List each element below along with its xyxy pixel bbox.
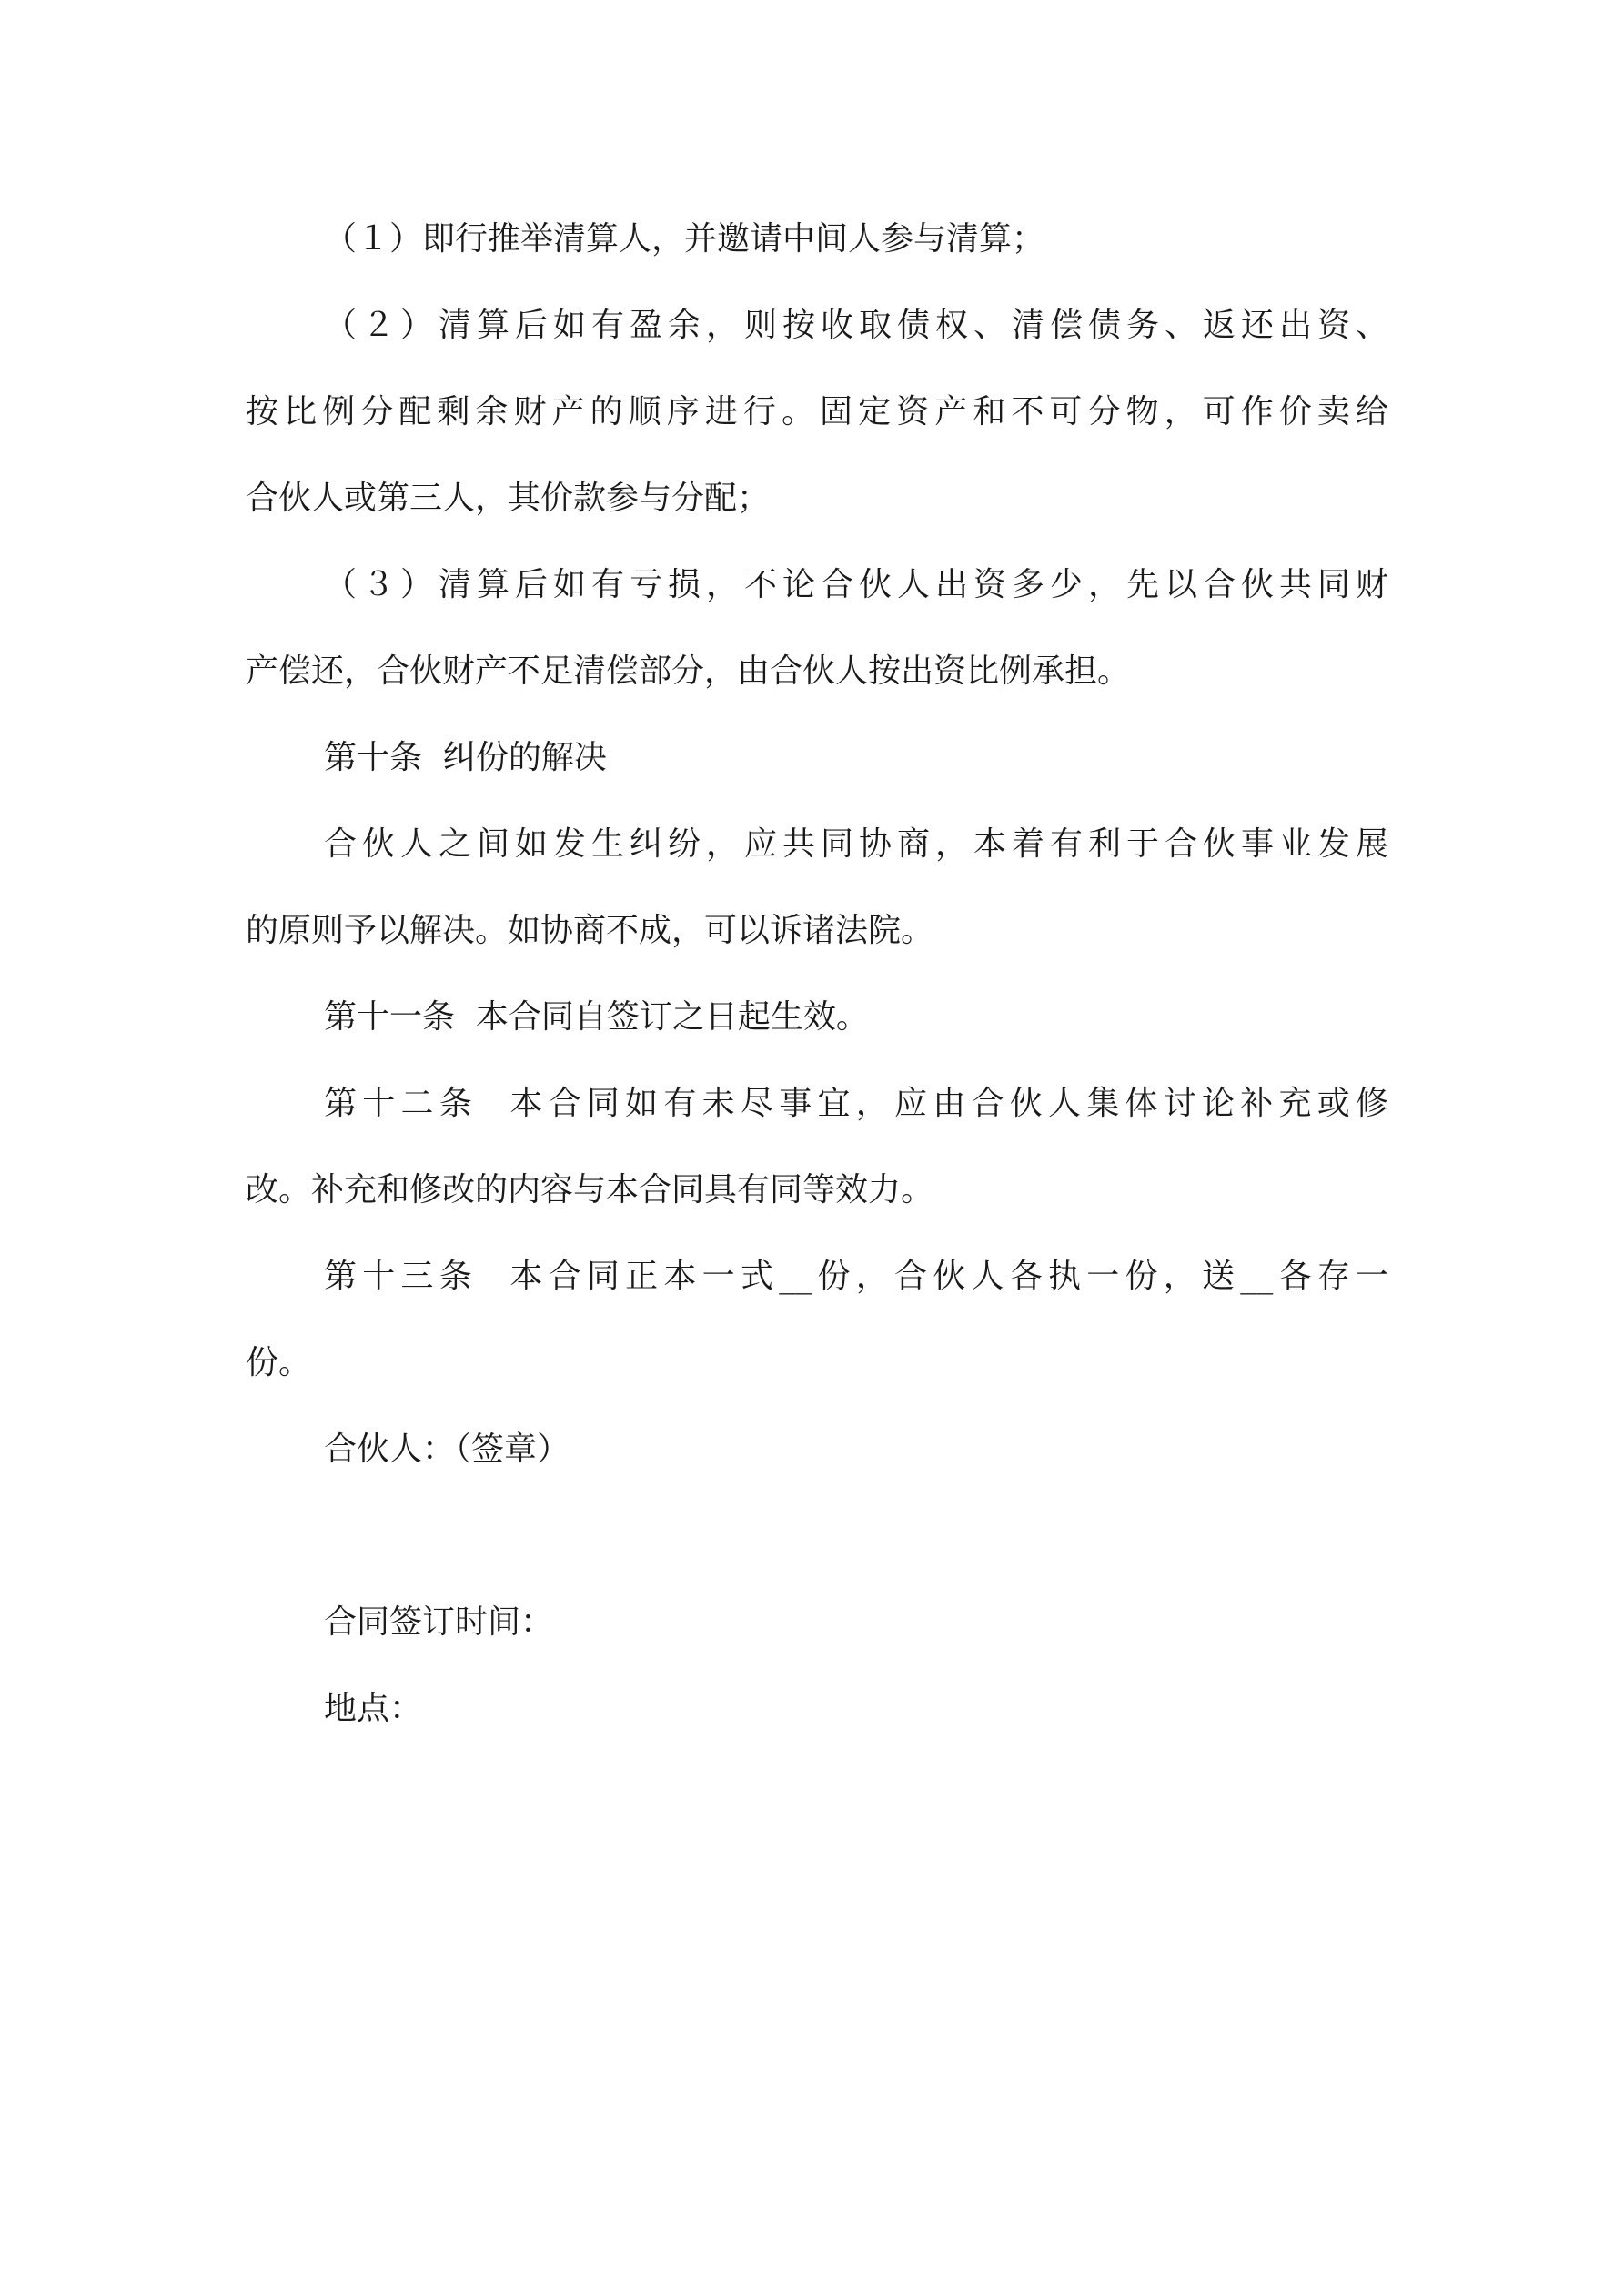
clause-item-3-line-1: （３）清算后如有亏损，不论合伙人出资多少，先以合伙共同财 xyxy=(324,566,1388,603)
article-13-line-1: 第十三条 本合同正本一式__份，合伙人各执一份，送__各存一 xyxy=(324,1258,1388,1295)
article-11: 第十一条 本合同自签订之日起生效。 xyxy=(324,998,869,1036)
clause-item-3-line-2: 产偿还，合伙财产不足清偿部分，由合伙人按出资比例承担。 xyxy=(246,652,1131,690)
signing-place-label: 地点： xyxy=(324,1690,423,1727)
signing-date-label: 合同签订时间： xyxy=(324,1603,554,1641)
article-10-title: 第十条 纠份的解决 xyxy=(324,739,607,776)
partners-signature-label: 合伙人：（签章） xyxy=(324,1431,570,1468)
article-10-line-1: 合伙人之间如发生纠纷，应共同协商，本着有利于合伙事业发展 xyxy=(324,825,1388,863)
clause-item-1: （１）即行推举清算人，并邀请中间人参与清算； xyxy=(324,220,1045,258)
clause-item-2-line-1: （２）清算后如有盈余，则按收取债权、清偿债务、返还出资、 xyxy=(324,307,1388,344)
clause-item-2-line-3: 合伙人或第三人，其价款参与分配； xyxy=(246,480,771,517)
clause-item-2-line-2: 按比例分配剩余财产的顺序进行。固定资产和不可分物，可作价卖给 xyxy=(246,393,1388,430)
article-10-line-2: 的原则予以解决。如协商不成，可以诉诸法院。 xyxy=(246,912,934,949)
article-12-line-1: 第十二条 本合同如有未尽事宜，应由合伙人集体讨论补充或修 xyxy=(324,1085,1388,1122)
article-13-line-2: 份。 xyxy=(246,1344,312,1381)
article-12-line-2: 改。补充和修改的内容与本合同具有同等效力。 xyxy=(246,1171,934,1209)
